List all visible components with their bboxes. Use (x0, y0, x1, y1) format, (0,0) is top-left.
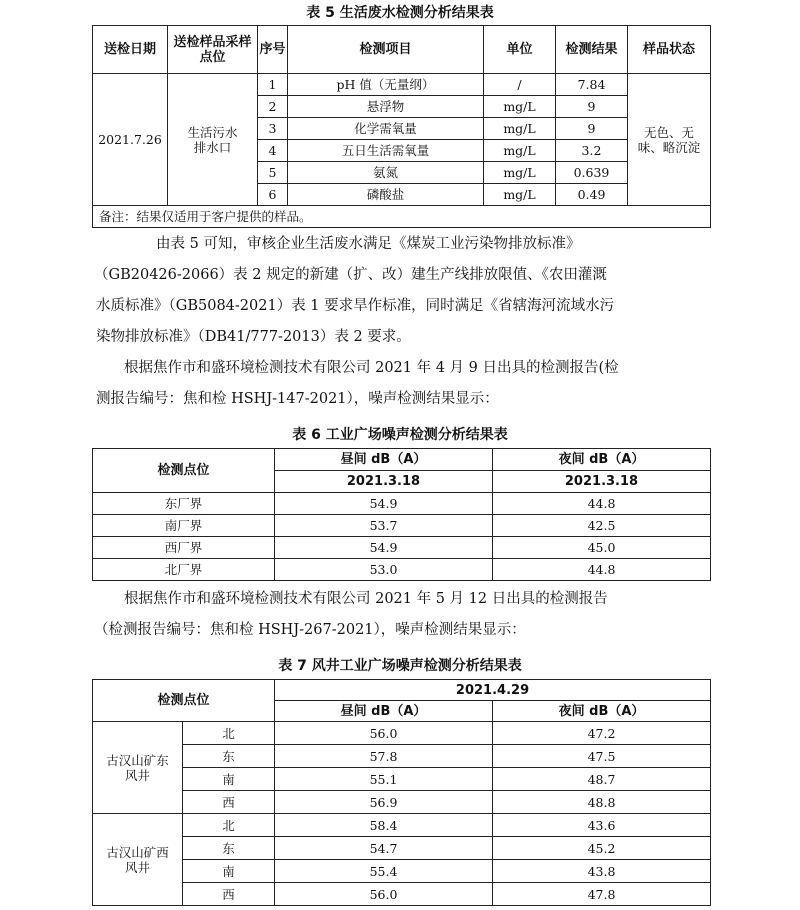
t7-night: 45.2 (493, 837, 711, 860)
t7-dir: 南 (183, 768, 275, 791)
t5-item: 化学需氧量 (288, 118, 484, 140)
table-row (93, 860, 711, 883)
t5-unit: mg/L (484, 140, 556, 162)
t5-unit: / (484, 74, 556, 96)
t5-item: 悬浮物 (288, 96, 484, 118)
table-row (93, 493, 711, 515)
table-row (93, 537, 711, 559)
t6-date-night: 2021.3.18 (493, 471, 711, 493)
table5-caption: 表 5 生活废水检测分析结果表 (306, 5, 494, 21)
t7-header-day: 昼间 dB（A） (275, 701, 493, 722)
t5-result: 0.639 (556, 162, 628, 184)
table-row (93, 745, 711, 768)
table-row (93, 515, 711, 537)
text-line: 由表 5 可知，审核企业生活废水满足《煤炭工业污染物排放标准》 (156, 236, 581, 252)
t7-day: 57.8 (275, 745, 493, 768)
t7-night: 47.8 (493, 883, 711, 906)
t7-day: 58.4 (275, 814, 493, 837)
t5-result: 7.84 (556, 74, 628, 96)
text-line: 水质标准》（GB5084-2021）表 1 要求旱作标准，同时满足《省辖海河流域水污 (96, 298, 615, 314)
t5-no: 1 (258, 74, 288, 96)
t5-item: pH 值（无量纲） (288, 74, 484, 96)
t7-night: 43.8 (493, 860, 711, 883)
t5-no: 3 (258, 118, 288, 140)
table6 (92, 448, 711, 581)
t7-day: 55.4 (275, 860, 493, 883)
t5-unit: mg/L (484, 96, 556, 118)
t5-unit: mg/L (484, 118, 556, 140)
t7-day: 55.1 (275, 768, 493, 791)
t7-day: 56.0 (275, 722, 493, 745)
t5-header-result: 检测结果 (556, 26, 628, 74)
t5-header-no: 序号 (258, 26, 288, 74)
t7-header-date: 2021.4.29 (275, 680, 711, 701)
t5-result: 3.2 (556, 140, 628, 162)
paragraph-3 (96, 584, 708, 646)
t7-dir: 西 (183, 883, 275, 906)
t7-header-night: 夜间 dB（A） (493, 701, 711, 722)
t6-header-site: 检测点位 (93, 449, 275, 493)
text-line: （GB20426-2066）表 2 规定的新建（扩、改）建生产线排放限值、《农田灌溉 (94, 267, 607, 283)
table7-caption: 表 7 风井工业广场噪声检测分析结果表 (278, 658, 522, 674)
t6-night: 44.8 (493, 559, 711, 581)
t7-day: 54.7 (275, 837, 493, 860)
t6-day: 54.9 (275, 537, 493, 559)
t7-dir: 东 (183, 745, 275, 768)
table-row (93, 768, 711, 791)
t5-site: 生活污水排水口 (168, 74, 258, 206)
t5-date: 2021.7.26 (93, 74, 168, 206)
table7 (92, 679, 711, 906)
table-row (93, 559, 711, 581)
t5-header-state: 样品状态 (628, 26, 711, 74)
t5-unit: mg/L (484, 162, 556, 184)
t7-night: 48.8 (493, 791, 711, 814)
t5-note: 备注：结果仅适用于客户提供的样品。 (93, 206, 711, 228)
text-line: （检测报告编号：焦和检 HSHJ-267-2021），噪声检测结果显示： (94, 622, 526, 638)
table5 (92, 25, 711, 228)
t7-night: 47.5 (493, 745, 711, 768)
t5-header-unit: 单位 (484, 26, 556, 74)
t7-header-site: 检测点位 (93, 680, 275, 722)
table-row (93, 837, 711, 860)
t7-dir: 西 (183, 791, 275, 814)
t5-result: 9 (556, 118, 628, 140)
t6-date-day: 2021.3.18 (275, 471, 493, 493)
text-line: 根据焦作市和盛环境检测技术有限公司 2021 年 4 月 9 日出具的检测报告(检 (124, 360, 619, 376)
t7-dir: 北 (183, 722, 275, 745)
t6-site: 南厂界 (93, 515, 275, 537)
t5-item: 磷酸盐 (288, 184, 484, 206)
text-line: 根据焦作市和盛环境检测技术有限公司 2021 年 5 月 12 日出具的检测报告 (124, 591, 608, 607)
paragraph-1 (96, 229, 708, 353)
table6-caption: 表 6 工业广场噪声检测分析结果表 (292, 427, 508, 443)
t6-site: 西厂界 (93, 537, 275, 559)
t6-night: 44.8 (493, 493, 711, 515)
t6-site: 东厂界 (93, 493, 275, 515)
t7-group-name: 古汉山矿西风井 (93, 814, 183, 906)
t7-day: 56.0 (275, 883, 493, 906)
t7-dir: 东 (183, 837, 275, 860)
t5-result: 0.49 (556, 184, 628, 206)
table-row (93, 791, 711, 814)
text-line: 测报告编号：焦和检 HSHJ-147-2021），噪声检测结果显示： (96, 391, 499, 407)
t6-header-night: 夜间 dB（A） (493, 449, 711, 471)
t5-item: 氨氮 (288, 162, 484, 184)
t5-item: 五日生活需氧量 (288, 140, 484, 162)
t6-day: 54.9 (275, 493, 493, 515)
t6-day: 53.7 (275, 515, 493, 537)
t6-site: 北厂界 (93, 559, 275, 581)
t5-no: 4 (258, 140, 288, 162)
t6-night: 42.5 (493, 515, 711, 537)
t7-night: 43.6 (493, 814, 711, 837)
table-row (93, 722, 711, 745)
t5-no: 6 (258, 184, 288, 206)
t5-header-site: 送检样品采样点位 (168, 26, 258, 74)
t7-dir: 北 (183, 814, 275, 837)
table-row (93, 883, 711, 906)
t6-day: 53.0 (275, 559, 493, 581)
t5-unit: mg/L (484, 184, 556, 206)
table-row (93, 814, 711, 837)
t7-group-name: 古汉山矿东风井 (93, 722, 183, 814)
t5-no: 5 (258, 162, 288, 184)
t7-dir: 南 (183, 860, 275, 883)
t5-result: 9 (556, 96, 628, 118)
t7-night: 47.2 (493, 722, 711, 745)
t6-night: 45.0 (493, 537, 711, 559)
paragraph-2 (96, 353, 708, 415)
t5-header-item: 检测项目 (288, 26, 484, 74)
t7-day: 56.9 (275, 791, 493, 814)
t6-header-day: 昼间 dB（A） (275, 449, 493, 471)
t5-no: 2 (258, 96, 288, 118)
t5-state: 无色、无味、略沉淀 (628, 74, 711, 206)
t5-header-date: 送检日期 (93, 26, 168, 74)
text-line: 染物排放标准》（DB41/777-2013）表 2 要求。 (96, 329, 411, 345)
table-row (93, 74, 711, 96)
t7-night: 48.7 (493, 768, 711, 791)
